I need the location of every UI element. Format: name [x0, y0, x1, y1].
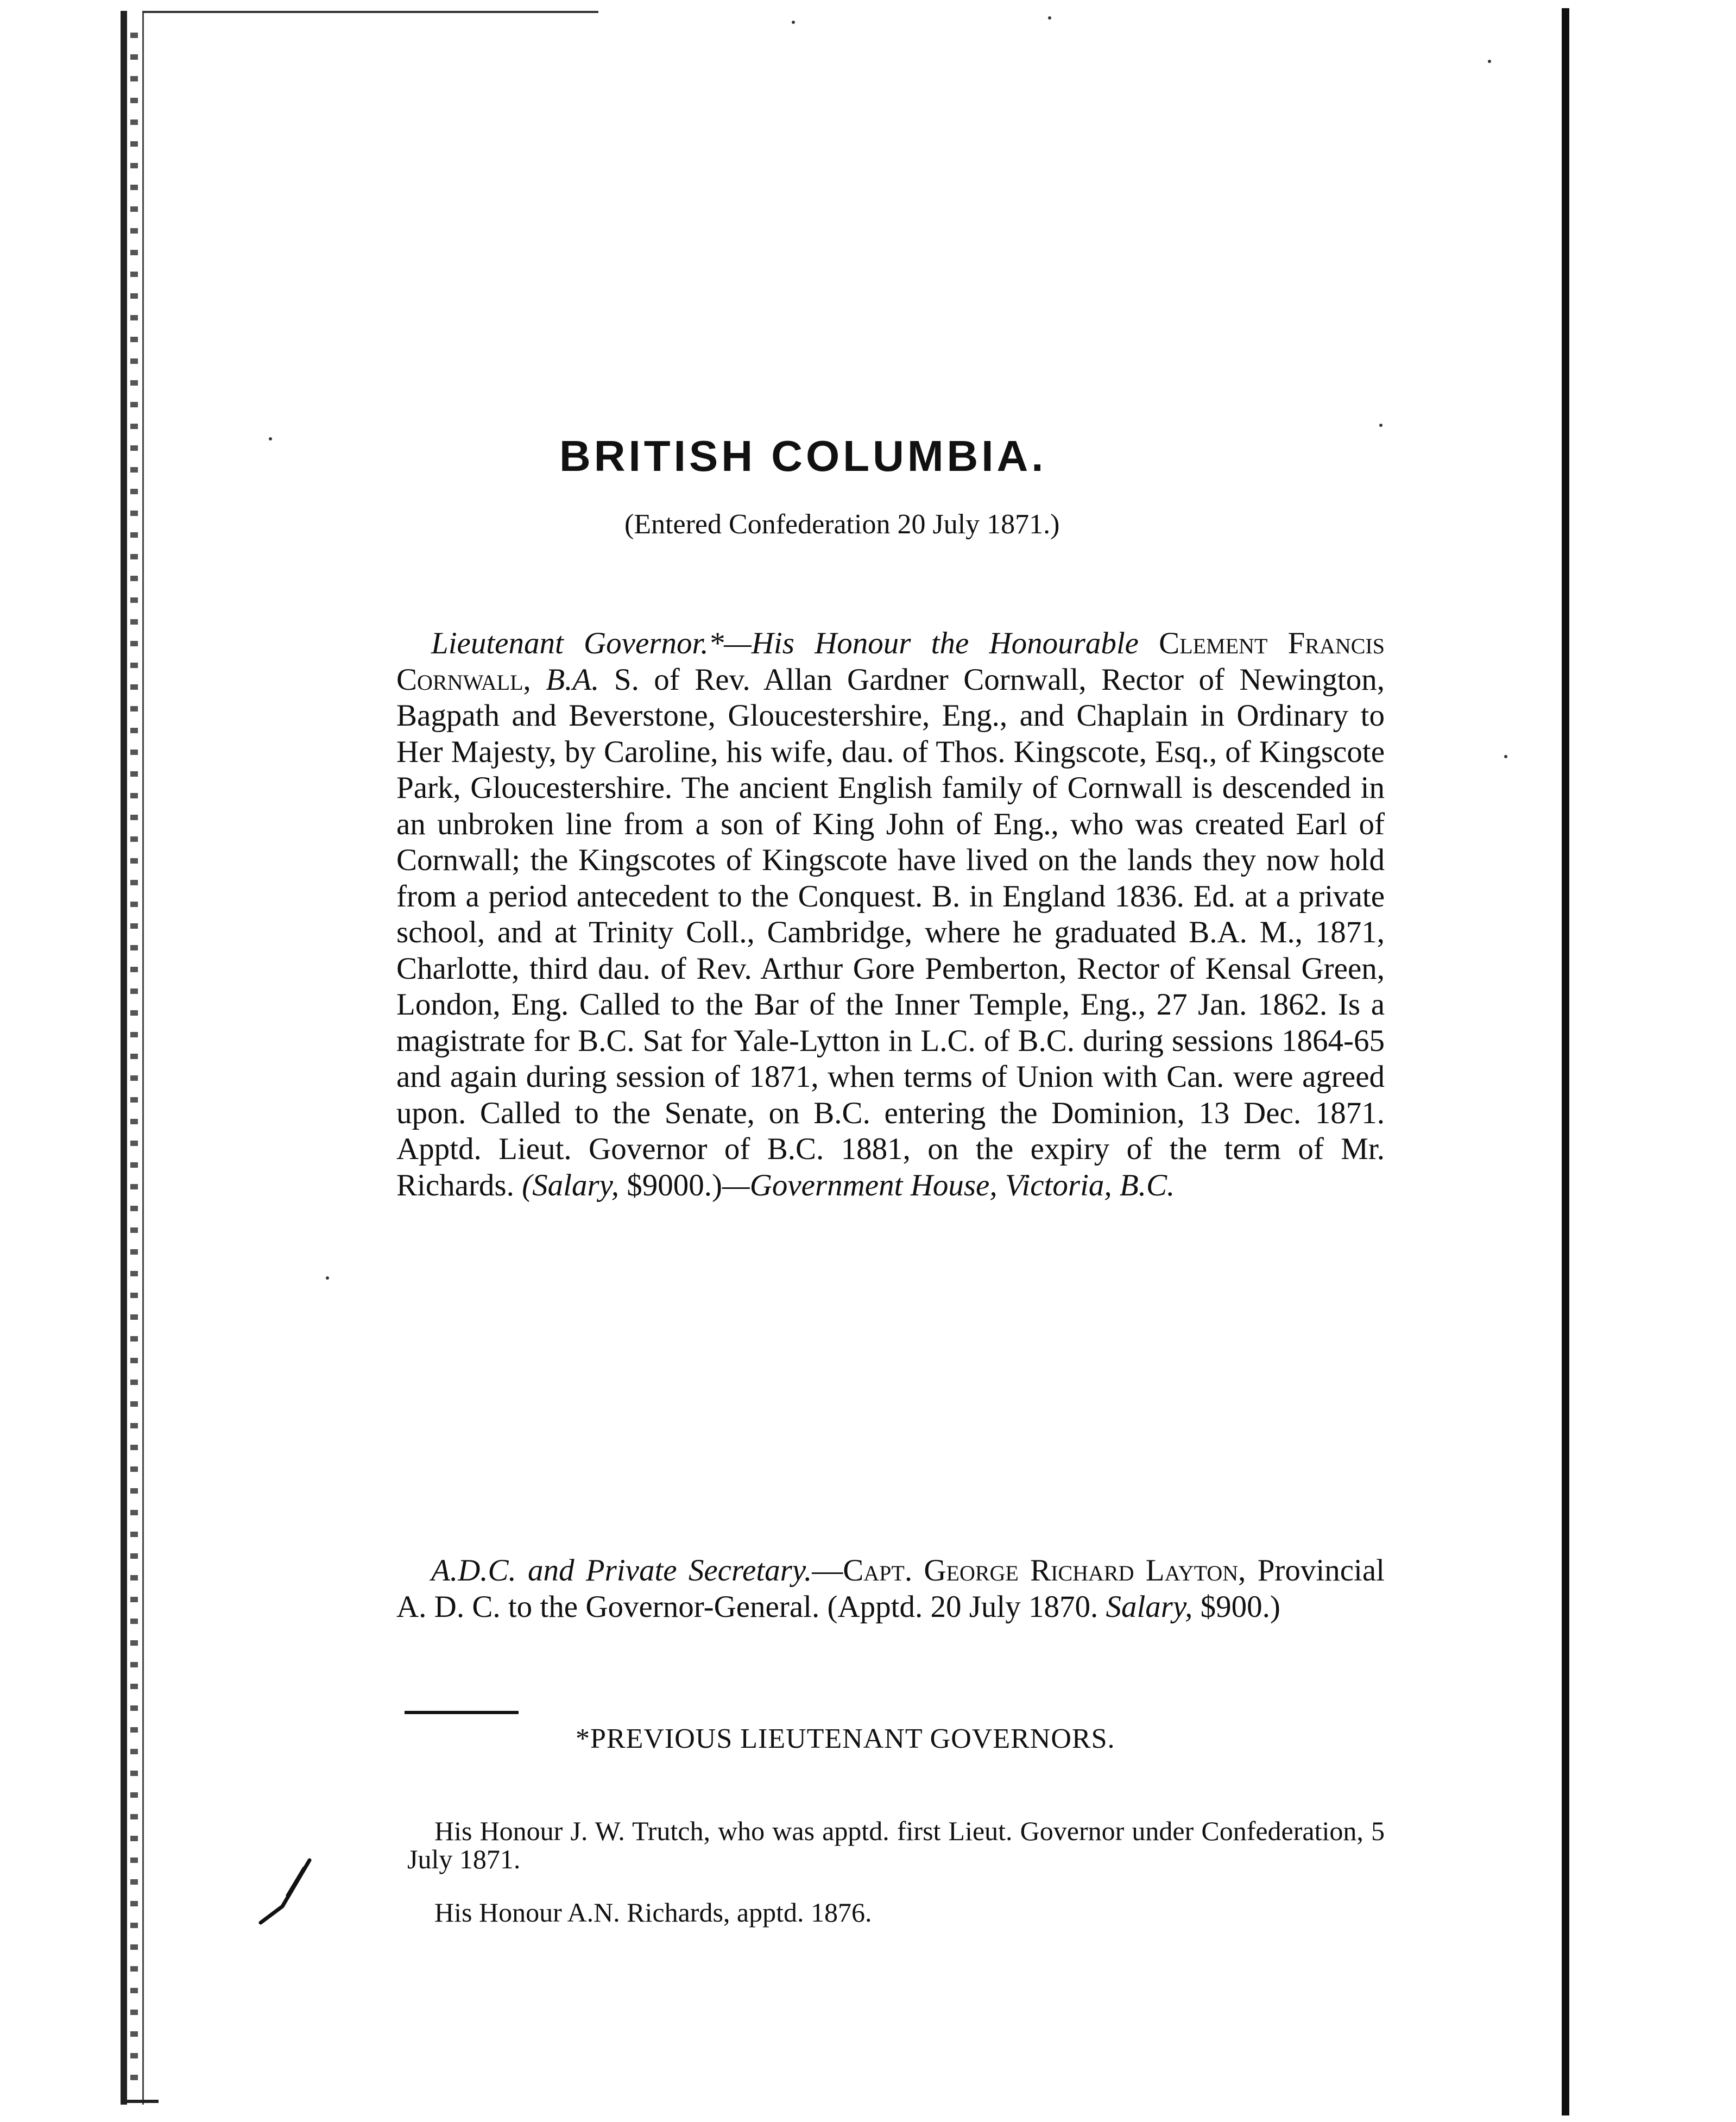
- adc-entry: [396, 1553, 1385, 1625]
- scan-speck: [269, 437, 272, 440]
- governor-salary-value: $9000.): [619, 1168, 723, 1202]
- scan-speck: [792, 21, 795, 24]
- governor-name-rest: Francis Cornwall,: [396, 626, 1385, 697]
- governor-name-first: Clement: [1159, 626, 1268, 660]
- adc-salary-label: Salary,: [1106, 1589, 1193, 1624]
- previous-governor-item: His Honour A.N. Richards, apptd. 1876.: [434, 1897, 872, 1928]
- governor-biography: S. of Rev. Allan Gardner Cornwall, Rector of Newington, Bagpath and Beverstone, Gloucestershire, Eng., and Chaplain in Ordinary to Her Majesty, by Caroline, his wife, dau. of Thos. Kingscote, Esq., of Kingscote Park, Gloucestershire. The ancient English family of Cornwall is descended in an unbroken line from a son of King John of Eng., who was created Earl of Cornwall; the Kingscotes of Kingscote have lived on the lands they now hold from a period antecedent to the Conquest. B. in England 1836. Ed. at a private school, and at Trinity Coll., Cambridge, where he graduated B.A. M., 1871, Charlotte, third dau. of Rev. Arthur Gore Pemberton, Rector of Kensal Green, London, Eng. Called to the Bar of the Inner Temple, Eng., 27 Jan. 1862. Is a magistrate for B.C. Sat for Yale-Lytton in L.C. of B.C. during sessions 1864-65 and again during session of 1871, when terms of Union with Can. were agreed upon. Called to the Senate, on B.C. entering the Dominion, 13 Dec. 1871. Apptd. Lieut. Governor of B.C. 1881, on the expiry of the term of Mr. Richards.: [396, 662, 1385, 1202]
- governor-office: Lieutenant Governor.*: [431, 626, 724, 660]
- scan-speck: [1488, 60, 1491, 63]
- page-edge-left: [121, 11, 127, 2105]
- scan-speck: [1504, 755, 1507, 758]
- page-subtitle: (Entered Confederation 20 July 1871.): [624, 509, 1060, 540]
- previous-governor-item: His Honour J. W. Trutch, who was apptd. first Lieut. Governor under Confederation, 5 July 1871.: [407, 1816, 1385, 1874]
- page-edge-top: [142, 11, 598, 13]
- scan-speck: [1379, 424, 1383, 427]
- footnote-rule: [405, 1711, 519, 1714]
- previous-governors-heading: *PREVIOUS LIEUTENANT GOVERNORS.: [576, 1723, 1115, 1754]
- governor-prefix: —His Honour the Honourable: [724, 626, 1159, 660]
- scan-speck: [1048, 16, 1051, 20]
- scan-speck: [326, 1276, 329, 1280]
- governor-salary-label: (Salary,: [522, 1168, 620, 1202]
- adc-text: Provincial A. D. C. to the Governor-General. (Apptd. 20 July 1870.: [396, 1553, 1385, 1624]
- page-edge-binding: [130, 33, 138, 2096]
- governor-entry: [396, 626, 1385, 1204]
- page-edge-right: [1562, 8, 1569, 2115]
- adc-name: Capt. George Richard Layton,: [843, 1553, 1246, 1588]
- adc-office: A.D.C. and Private Secretary.: [431, 1553, 812, 1588]
- page-edge-bottom: [121, 2100, 159, 2103]
- pen-mark-icon: [250, 1857, 315, 1928]
- adc-dash: —: [812, 1553, 843, 1588]
- page-edge-left-inner: [142, 11, 144, 2105]
- page-title: BRITISH COLUMBIA.: [559, 431, 1047, 480]
- governor-residence: —Government House, Victoria, B.C.: [722, 1168, 1175, 1202]
- governor-degree: B.A.: [546, 662, 599, 697]
- adc-salary-value: $900.): [1192, 1589, 1280, 1624]
